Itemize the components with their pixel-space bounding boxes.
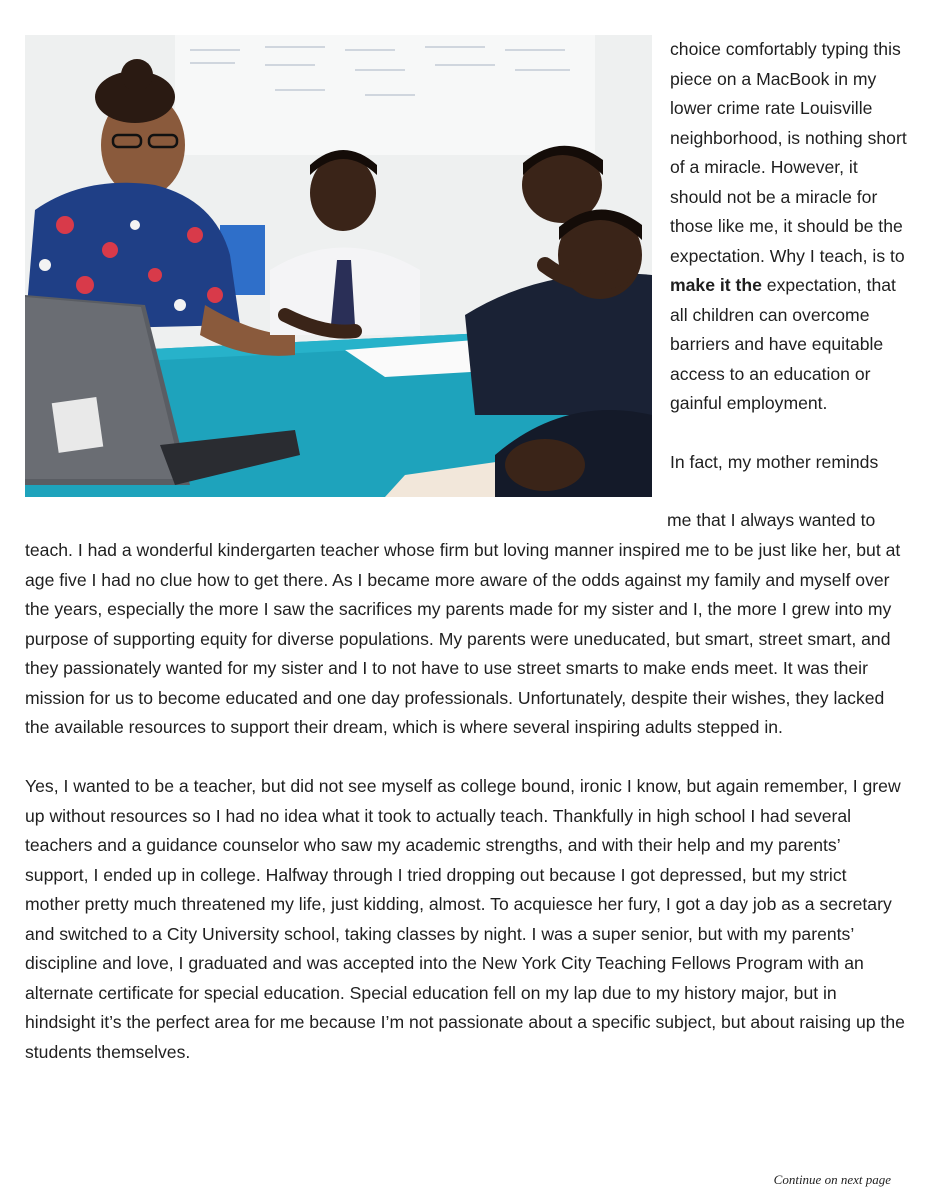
main-text <box>25 536 905 1067</box>
paragraph-spacer <box>25 743 905 773</box>
side-paragraph-2-start: In fact, my mother reminds <box>670 452 879 472</box>
side-text-run: expectation, that all children can overcome barriers and have equitable access to an education or gainful employment. <box>670 275 896 413</box>
wrap-line-text: me that I always wanted to <box>667 510 876 530</box>
body-paragraph-2: teach. I had a wonderful kindergarten teacher whose firm but loving manner inspired me to be just like her, but at age five I had no clue how to get there. As I became more aware of the odds against my family and myself over the years, especially the more I saw the sacrifices my parents made for my sister and I, the more I grew into my purpose of supporting equity for diverse populations. My parents were uneducated, but smart, street smart, and they passionately wanted for my sister and I to not have to use street smarts to make ends meet. It was their mission for us to become educated and one day professionals. Unfortunately, despite their wishes, they lacked the available resources to support their dream, which is where several inspiring adults stepped in. <box>25 540 901 737</box>
side-paragraph-1 <box>670 35 910 419</box>
bold-emphasis: make it the <box>670 275 762 295</box>
para2-wrap-line <box>667 506 912 536</box>
body-paragraph-3: Yes, I wanted to be a teacher, but did not see myself as college bound, ironic I know, but again remember, I grew up without resources so I had no idea what it took to actually teach. Thankfully in high school I had several teachers and a guidance counselor who saw my academic strengths, and with their help and my parents’ support, I ended up in college. Halfway through I tried dropping out because I got depressed, but my strict mother pretty much threatened my life, just kidding, almost. To acquiesce her fury, I got a day job as a secretary and switched to a City University school, taking classes by night. I was a super senior, but with my parents’ discipline and love, I graduated and was accepted into the New York City Teaching Fellows Program with an alternate certificate for special education. Special education fell on my lap due to my history major, but in hindsight it’s the perfect area for me because I’m not passionate about a specific subject, but about raising up the students themselves. <box>25 776 905 1062</box>
side-column-text <box>670 35 910 478</box>
continue-note: Continue on next page <box>773 1172 891 1187</box>
side-text-run: choice comfortably typing this piece on a MacBook in my lower crime rate Louisville neighborhood, is nothing short of a miracle. However, it should not be a miracle for those like me, it should be the expectation. Why I teach, is to <box>670 39 907 266</box>
classroom-photo <box>25 35 652 497</box>
